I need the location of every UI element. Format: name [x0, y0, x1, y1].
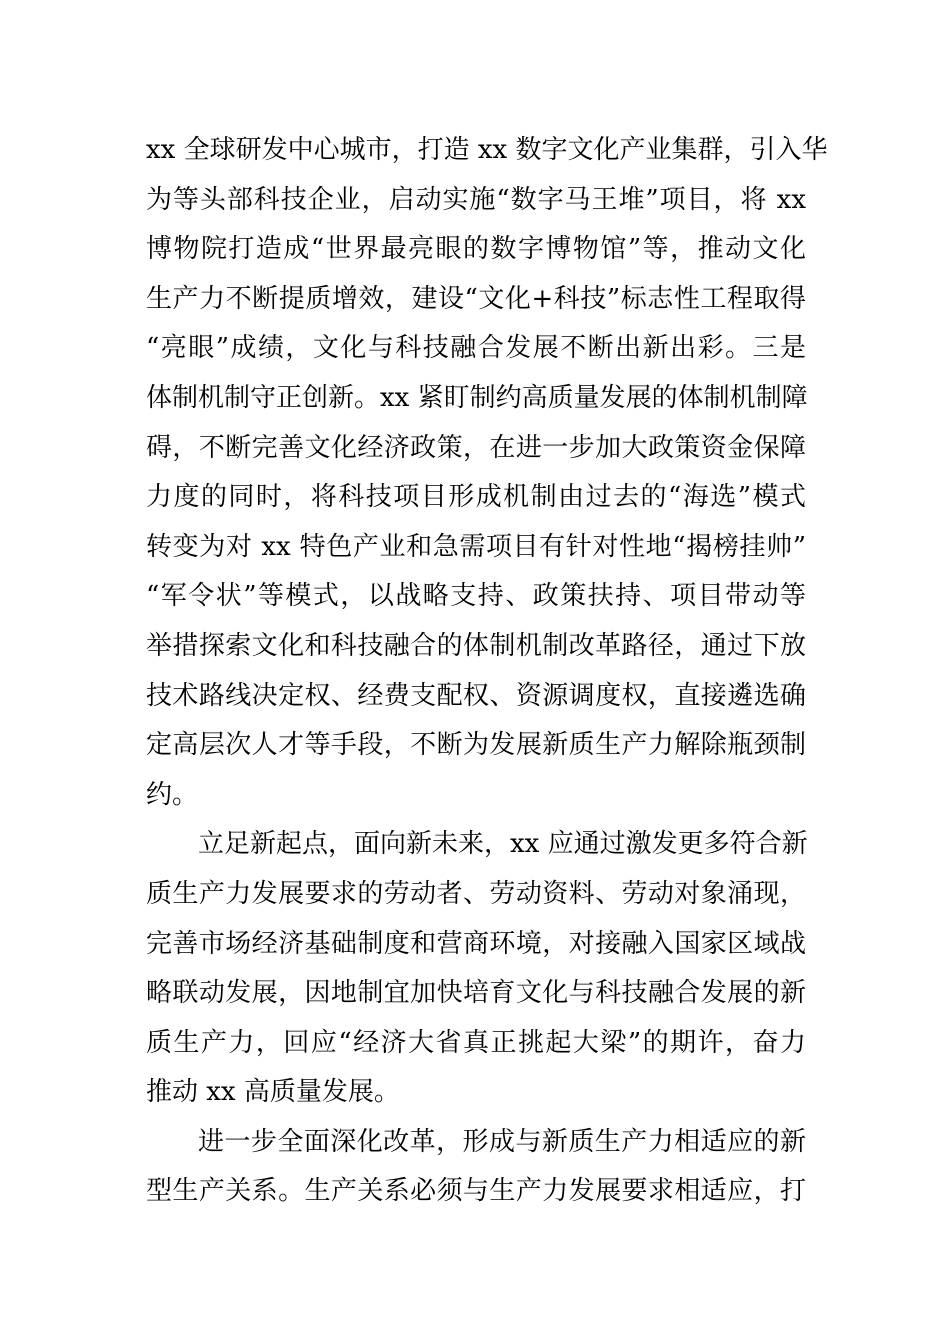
- text-line: 碍，不断完善文化经济政策，在进一步加大政策资金保障: [146, 432, 806, 463]
- text-line: 质生产力发展要求的劳动者、劳动资料、劳动对象涌现，: [146, 878, 806, 909]
- text-line: 进一步全面深化改革，形成与新质生产力相适应的新: [198, 1126, 806, 1157]
- text-line: 博物院打造成“世界最亮眼的数字博物馆”等，推动文化: [146, 234, 806, 265]
- paragraph: [146, 126, 828, 820]
- text-line: “军令状”等模式，以战略支持、政策扶持、项目带动等: [146, 581, 806, 612]
- text-line: “亮眼”成绩，文化与科技融合发展不断出新出彩。三是: [146, 333, 806, 364]
- text-line: xx 全球研发中心城市，打造 xx 数字文化产业集群，引入华: [146, 135, 828, 165]
- paragraph: [146, 820, 806, 1118]
- text-line: 质生产力，回应“经济大省真正挑起大梁”的期许，奋力: [146, 1027, 806, 1058]
- text-line: 力度的同时，将科技项目形成机制由过去的“海选”模式: [146, 482, 806, 513]
- text-line: 为等头部科技企业，启动实施“数字马王堆”项目，将 xx: [146, 184, 806, 215]
- text-line: 举措探索文化和科技融合的体制机制改革路径，通过下放: [146, 630, 806, 661]
- text-line: 完善市场经济基础制度和营商环境，对接融入国家区域战: [146, 928, 806, 959]
- paragraph: [146, 1118, 806, 1217]
- text-line: 生产力不断提质增效，建设“文化+科技”标志性工程取得: [146, 283, 806, 314]
- body-text: [146, 126, 828, 1217]
- text-line: 体制机制守正创新。xx 紧盯制约高质量发展的体制机制障: [146, 382, 808, 413]
- text-line: 转变为对 xx 特色产业和急需项目有针对性地“揭榜挂帅”: [146, 531, 806, 562]
- text-line: 约。: [146, 779, 199, 810]
- text-line: 型生产关系。生产关系必须与生产力发展要求相适应，打: [146, 1176, 806, 1207]
- text-line: 推动 xx 高质量发展。: [146, 1077, 400, 1108]
- text-line: 定高层次人才等手段，不断为发展新质生产力解除瓶颈制: [146, 730, 806, 761]
- text-line: 立足新起点，面向新未来，xx 应通过激发更多符合新: [198, 829, 808, 860]
- text-line: 略联动发展，因地制宜加快培育文化与科技融合发展的新: [146, 978, 806, 1009]
- text-line: 技术路线决定权、经费支配权、资源调度权，直接遴选确: [146, 680, 806, 711]
